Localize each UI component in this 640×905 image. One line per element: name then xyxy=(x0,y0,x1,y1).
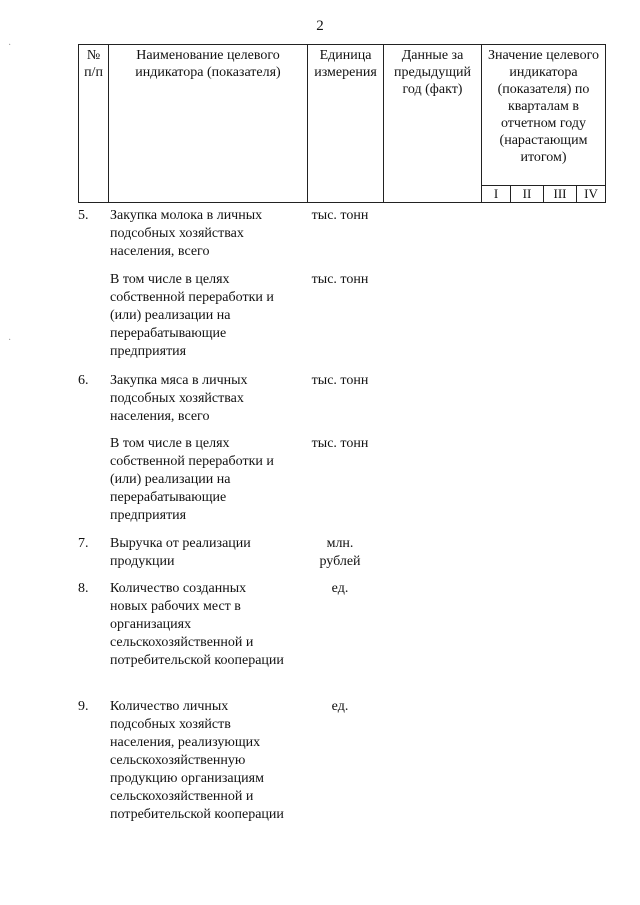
scan-speck: · xyxy=(8,40,12,51)
page-number: 2 xyxy=(316,18,324,34)
row-unit: тыс. тонн xyxy=(311,373,369,388)
quarter-1: I xyxy=(482,186,511,203)
header-name: Наименование целевого индикатора (показателя) xyxy=(109,45,308,203)
quarter-3: III xyxy=(544,186,577,203)
row-name: В том числе в целях собственной переработки и (или) реализации на перерабатывающие предприятия xyxy=(110,272,274,359)
row-name: Количество созданных новых рабочих мест в организациях сельскохозяйственной и потребительской кооперации xyxy=(110,581,284,668)
row-number: 8. xyxy=(78,581,89,596)
row-unit: ед. xyxy=(331,699,349,714)
scan-speck: · xyxy=(8,335,12,346)
indicator-table-header xyxy=(78,44,606,203)
row-name: Закупка молока в личных подсобных хозяйствах населения, всего xyxy=(110,208,263,259)
header-prev-year: Данные за предыдущий год (факт) xyxy=(384,45,482,203)
row-unit: тыс. тонн xyxy=(311,208,369,223)
row-name: Количество личных подсобных хозяйств населения, реализующих сельскохозяйственную продукцию организациям сельскохозяйственной и потребительской кооперации xyxy=(110,699,284,822)
row-number: 5. xyxy=(78,208,89,223)
row-unit: ед. xyxy=(331,581,349,596)
row-unit: млн. рублей xyxy=(319,536,361,569)
row-unit: тыс. тонн xyxy=(311,436,369,451)
header-unit: Единица измерения xyxy=(308,45,384,203)
row-number: 9. xyxy=(78,699,89,714)
row-number: 7. xyxy=(78,536,89,551)
row-name: Закупка мяса в личных подсобных хозяйствах населения, всего xyxy=(110,373,248,424)
quarter-4: IV xyxy=(577,186,606,203)
row-number: 6. xyxy=(78,373,89,388)
quarter-2: II xyxy=(511,186,544,203)
row-name: В том числе в целях собственной переработки и (или) реализации на перерабатывающие предприятия xyxy=(110,436,274,523)
row-name: Выручка от реализации продукции xyxy=(110,536,251,569)
header-num: № п/п xyxy=(79,45,109,203)
row-unit: тыс. тонн xyxy=(311,272,369,287)
header-value: Значение целевого индикатора (показателя) по кварталам в отчетном году (нарастающим итогом) xyxy=(482,45,606,186)
